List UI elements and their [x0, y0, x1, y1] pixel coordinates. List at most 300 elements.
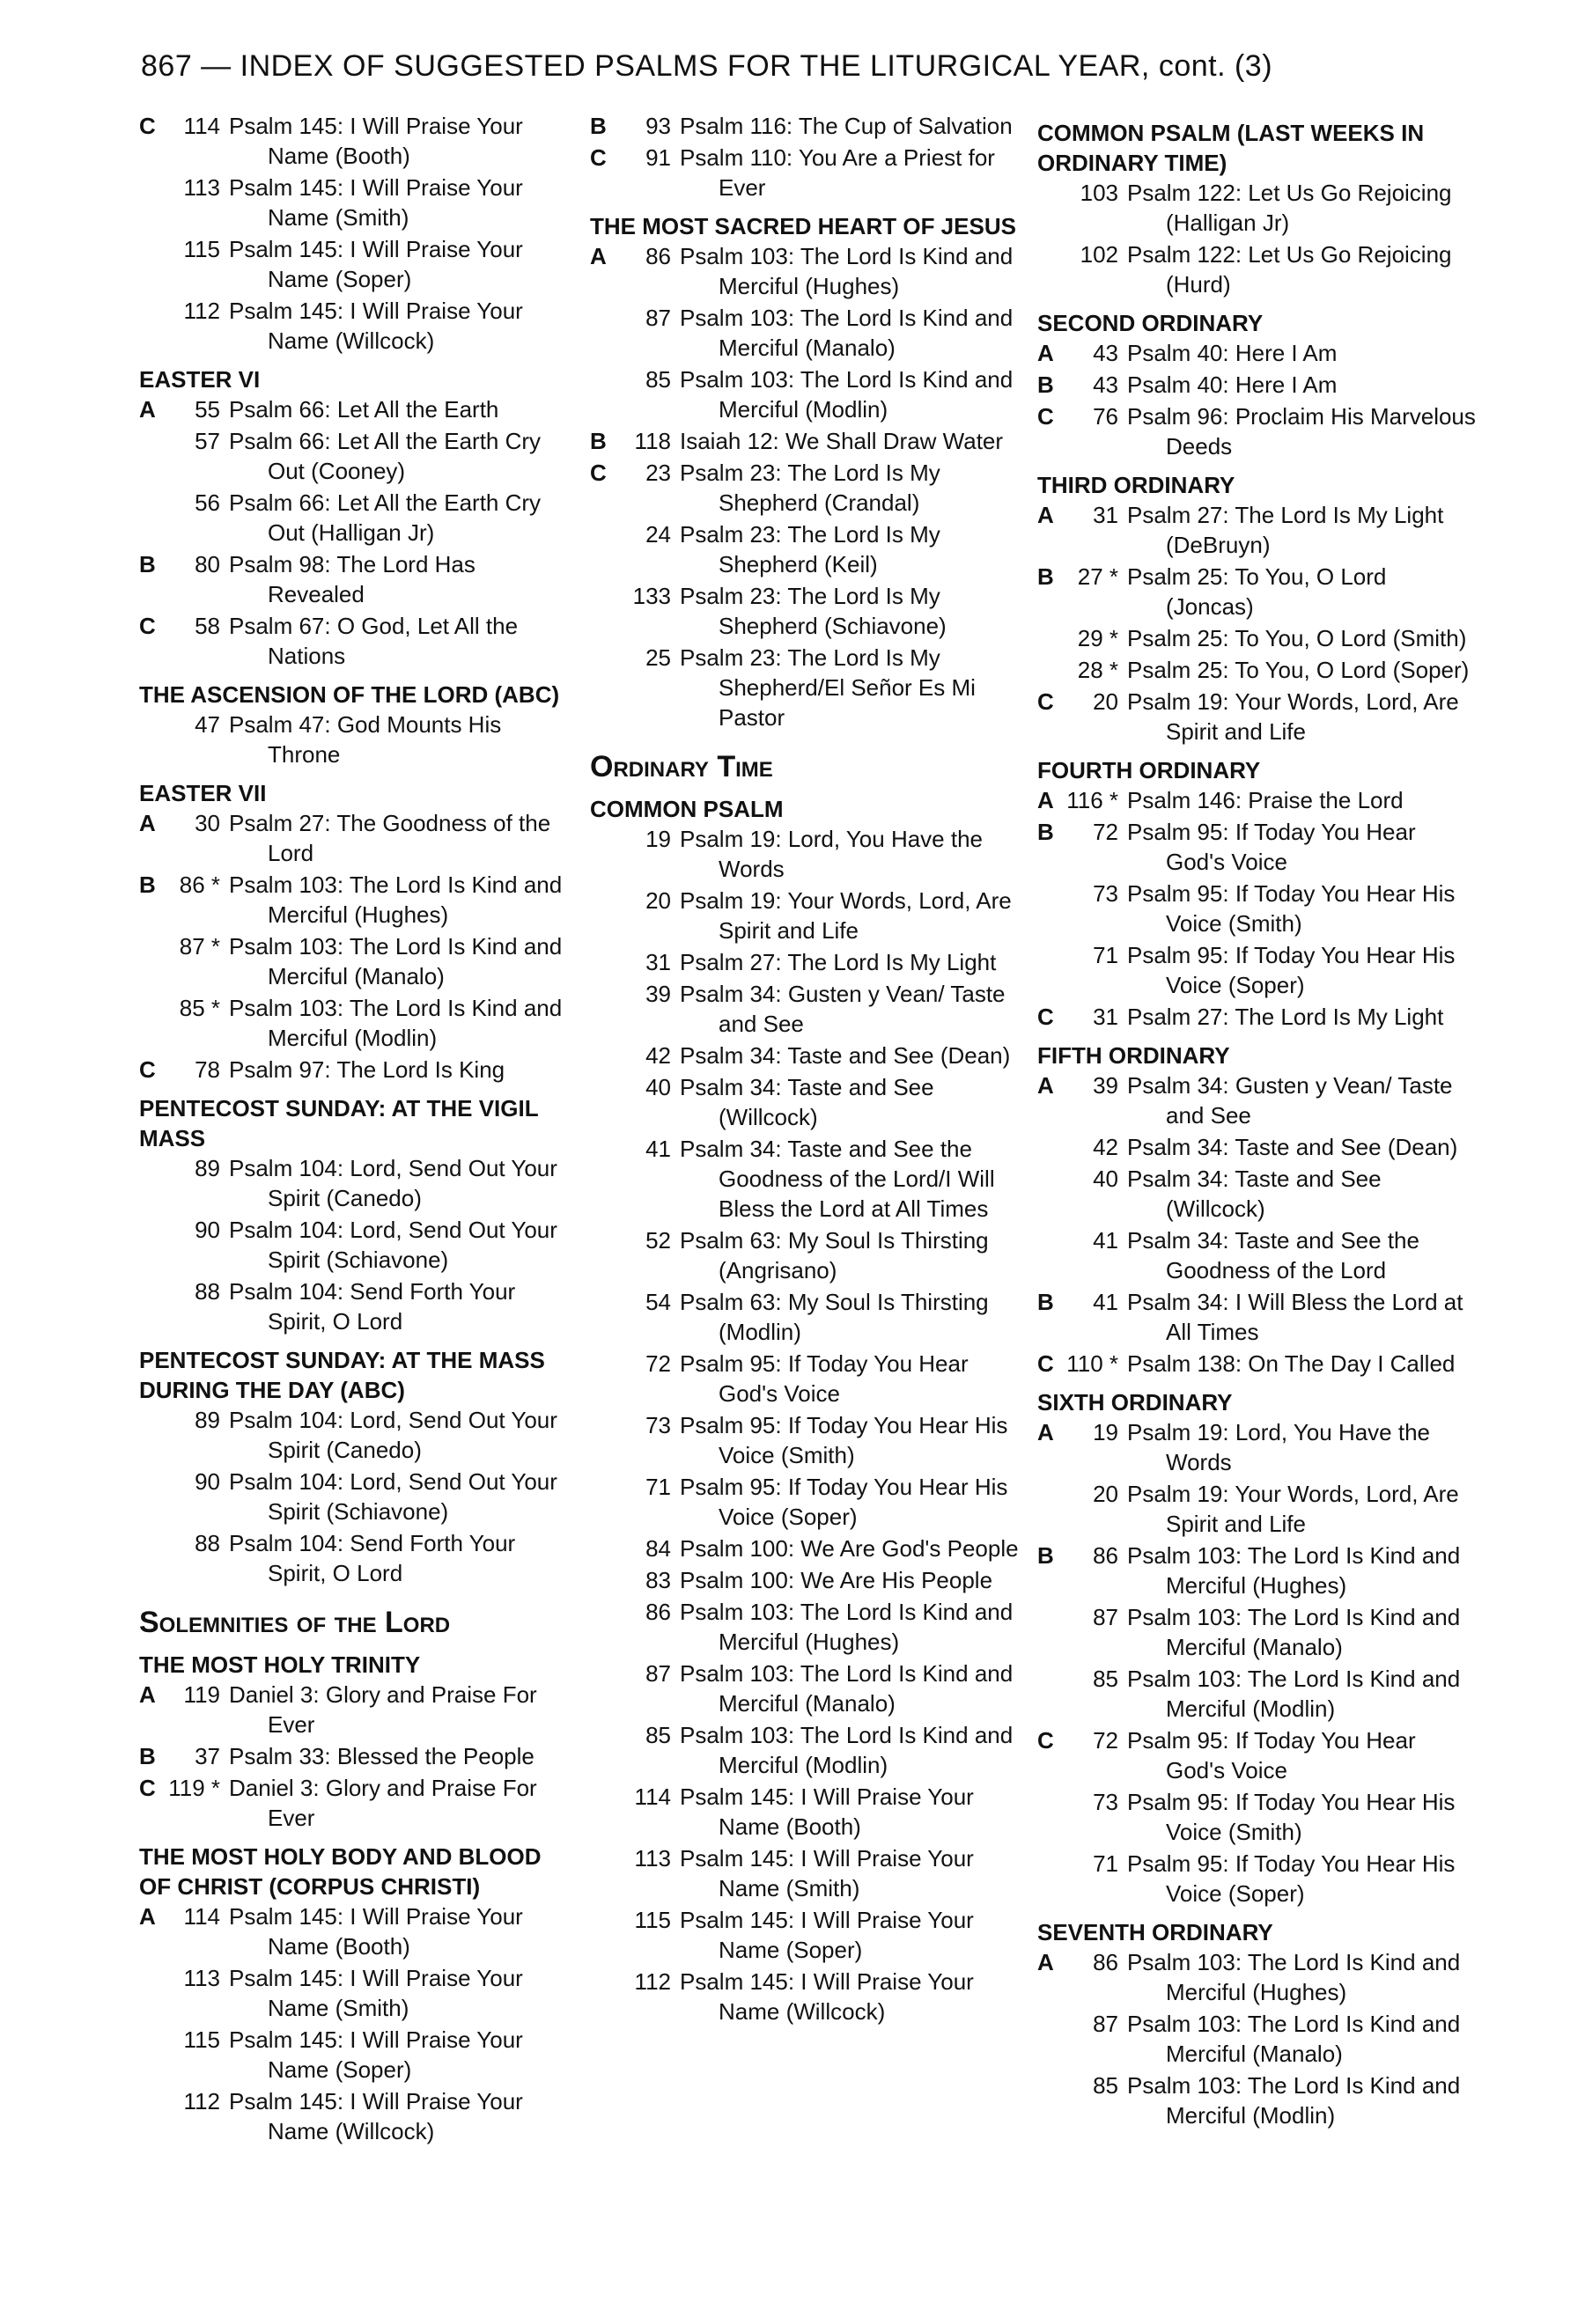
index-entry: [139, 549, 571, 611]
entry-cycle: [139, 173, 166, 232]
entry-number: 86: [645, 1599, 671, 1625]
index-entry: [1037, 178, 1478, 239]
entry-title: Isaiah 12: We Shall Draw Water: [680, 428, 1004, 454]
index-entry: [1037, 1349, 1478, 1380]
entry-cycle: [1037, 2070, 1064, 2130]
section-heading: SECOND ORDINARY: [1037, 310, 1264, 336]
entry-number: 85: [645, 1722, 671, 1748]
entry-title: Psalm 27: The Lord Is My Light: [680, 949, 997, 975]
entry-number: 76: [1093, 403, 1118, 430]
entry-title: Psalm 122: Let Us Go Rejoicing (Hurd): [1127, 241, 1452, 298]
entry-number: 113: [634, 1845, 671, 1872]
entry-number: 80: [195, 551, 220, 577]
entry-cycle: [590, 1533, 616, 1563]
entry-title: Psalm 145: I Will Praise Your Name (Booth): [229, 1903, 523, 1960]
section-heading: PENTECOST SUNDAY: AT THE MASS DURING THE DAY (ABC): [139, 1347, 545, 1403]
entry-cycle: A: [1037, 1949, 1054, 1975]
entry-cycle: [590, 1905, 616, 1965]
entry-number: 89: [195, 1155, 220, 1181]
entry-cycle: [590, 1843, 616, 1903]
entry-cycle: [590, 1287, 616, 1347]
index-entry: [139, 870, 571, 931]
index-entry: [1037, 338, 1478, 370]
entry-number: 103: [1080, 180, 1118, 206]
entry-cycle: B: [590, 113, 607, 139]
entry-number: 57: [195, 428, 220, 454]
entry-cycle: C: [1037, 688, 1054, 715]
entry-number: 31: [645, 949, 671, 975]
entry-title: Psalm 103: The Lord Is Kind and Merciful (Hughes): [1127, 1542, 1461, 1599]
entry-number: 52: [645, 1227, 671, 1254]
entry-cycle: B: [1037, 563, 1054, 590]
entry-cycle: [590, 886, 616, 945]
index-entry: [1037, 1002, 1478, 1033]
entry-title: Psalm 23: The Lord Is My Shepherd/El Señor Es Mi Pastor: [680, 644, 976, 731]
entry-cycle: [590, 947, 616, 977]
entry-title: Psalm 103: The Lord Is Kind and Merciful (Hughes): [229, 872, 563, 928]
entry-cycle: [139, 1467, 166, 1526]
entry-title: Psalm 146: Praise the Lord: [1127, 787, 1404, 813]
entry-number: 114: [634, 1783, 671, 1810]
entry-title: Psalm 23: The Lord Is My Shepherd (Crandal): [680, 460, 940, 516]
entry-number: 72: [1093, 819, 1118, 845]
entry-number: 90: [195, 1468, 220, 1495]
index-entry: [139, 234, 571, 296]
entry-number: 72: [1093, 1727, 1118, 1754]
entry-title: Psalm 34: Gusten y Vean/ Taste and See: [680, 981, 1006, 1037]
entry-number: 102: [1080, 241, 1118, 268]
entry-number: 40: [645, 1074, 671, 1100]
index-entry: [590, 886, 1021, 947]
entry-cycle: C: [139, 613, 156, 639]
entry-title: Psalm 34: Taste and See (Dean): [1127, 1134, 1458, 1160]
entry-title: Psalm 34: I Will Bless the Lord at All Times: [1127, 1289, 1463, 1345]
entry-number: 31: [1093, 1004, 1118, 1030]
entry-number: 47: [195, 711, 220, 738]
index-entry: [1037, 1287, 1478, 1349]
entry-cycle: [139, 2025, 166, 2085]
index-column-3: [1037, 111, 1478, 2132]
entry-cycle: [590, 979, 616, 1039]
entry-cycle: C: [590, 144, 607, 171]
entry-number: 114: [183, 1903, 220, 1930]
index-entry: [139, 611, 571, 673]
section-heading: THE MOST HOLY BODY AND BLOOD OF CHRIST (CORPUS CHRISTI): [139, 1843, 542, 1900]
entry-title: Psalm 103: The Lord Is Kind and Merciful (Hughes): [680, 243, 1014, 299]
entry-cycle: [590, 1041, 616, 1070]
index-entry: [1037, 1849, 1478, 1910]
entry-number: 110 *: [1066, 1350, 1118, 1377]
entry-cycle: [139, 1215, 166, 1275]
entry-title: Psalm 138: On The Day I Called: [1127, 1350, 1456, 1377]
entry-number: 41: [1093, 1227, 1118, 1254]
entry-cycle: [590, 581, 616, 641]
entry-number: 87: [1093, 2011, 1118, 2037]
entry-number: 85: [1093, 2072, 1118, 2099]
entry-number: 112: [634, 1968, 671, 1995]
index-entry: [1037, 1225, 1478, 1287]
entry-number: 85: [645, 366, 671, 393]
entry-cycle: [139, 1405, 166, 1465]
section-heading: FOURTH ORDINARY: [1037, 757, 1261, 783]
entry-title: Psalm 96: Proclaim His Marvelous Deeds: [1127, 403, 1476, 460]
index-entry: [1037, 1664, 1478, 1725]
entry-number: 112: [183, 2088, 220, 2114]
section-heading: THIRD ORDINARY: [1037, 472, 1235, 498]
entry-number: 54: [645, 1289, 671, 1315]
entry-cycle: [590, 1720, 616, 1780]
entry-title: Psalm 103: The Lord Is Kind and Merciful (Modlin): [680, 1722, 1014, 1778]
index-entry: [590, 1225, 1021, 1287]
entry-cycle: [1037, 178, 1064, 238]
index-entry: [590, 111, 1021, 143]
entry-number: 87: [645, 1660, 671, 1687]
index-entry: [1037, 1164, 1478, 1225]
entry-title: Psalm 95: If Today You Hear His Voice (Smith): [1127, 1789, 1456, 1845]
index-entry: [139, 1153, 571, 1215]
entry-title: Psalm 25: To You, O Lord (Joncas): [1127, 563, 1387, 620]
index-entry: [139, 296, 571, 357]
index-entry: [139, 173, 571, 234]
entry-number: 89: [195, 1407, 220, 1433]
index-entry: [590, 1658, 1021, 1720]
entry-number: 113: [183, 1965, 220, 1991]
entry-title: Psalm 66: Let All the Earth Cry Out (Cooney): [229, 428, 542, 484]
entry-cycle: [139, 488, 166, 548]
index-entry: [139, 1055, 571, 1086]
entry-title: Psalm 47: God Mounts His Throne: [229, 711, 502, 768]
entry-cycle: [590, 303, 616, 363]
entry-cycle: [139, 296, 166, 356]
index-entry: [1037, 1479, 1478, 1541]
index-entry: [590, 1967, 1021, 2028]
entry-title: Psalm 34: Gusten y Vean/ Taste and See: [1127, 1072, 1453, 1129]
entry-number: 113: [183, 174, 220, 201]
index-entry: [590, 143, 1021, 204]
entry-number: 41: [1093, 1289, 1118, 1315]
entry-title: Psalm 104: Lord, Send Out Your Spirit (Schiavone): [229, 1217, 557, 1273]
index-entry: [590, 1072, 1021, 1134]
entry-number: 85 *: [179, 995, 220, 1021]
entry-number: 115: [183, 2026, 220, 2053]
entry-title: Psalm 95: If Today You Hear God's Voice: [1127, 1727, 1416, 1783]
entry-title: Psalm 98: The Lord Has Revealed: [229, 551, 476, 607]
index-entry: [139, 2025, 571, 2086]
entry-cycle: C: [1037, 1004, 1054, 1030]
entry-number: 58: [195, 613, 220, 639]
entry-number: 19: [645, 826, 671, 852]
entry-title: Psalm 19: Your Words, Lord, Are Spirit and Life: [1127, 688, 1459, 745]
index-entry: [1037, 562, 1478, 623]
entry-title: Psalm 19: Lord, You Have the Words: [680, 826, 984, 882]
entry-cycle: [1037, 623, 1064, 653]
entry-number: 55: [195, 396, 220, 423]
entry-number: 39: [1093, 1072, 1118, 1099]
entry-number: 25: [645, 644, 671, 671]
entry-cycle: A: [139, 1903, 156, 1930]
entry-title: Psalm 66: Let All the Earth: [229, 396, 499, 423]
entry-cycle: C: [139, 113, 156, 139]
entry-title: Psalm 116: The Cup of Salvation: [680, 113, 1013, 139]
entry-title: Psalm 145: I Will Praise Your Name (Soper): [229, 2026, 523, 2083]
index-entry: [139, 1901, 571, 1963]
entry-cycle: A: [139, 810, 156, 836]
index-entry: [590, 581, 1021, 643]
entry-number: 88: [195, 1530, 220, 1556]
entry-number: 133: [632, 583, 671, 609]
entry-title: Psalm 23: The Lord Is My Shepherd (Keil): [680, 521, 940, 577]
index-entry: [1037, 817, 1478, 879]
entry-title: Psalm 145: I Will Praise Your Name (Smith): [229, 174, 523, 231]
entry-cycle: B: [590, 428, 607, 454]
entry-cycle: [139, 931, 166, 991]
index-entry: [590, 1905, 1021, 1967]
entry-number: 71: [1093, 1850, 1118, 1877]
entry-cycle: A: [139, 1681, 156, 1708]
entry-cycle: [139, 1528, 166, 1588]
index-entry: [139, 1528, 571, 1590]
index-entry: [590, 458, 1021, 519]
entry-cycle: B: [139, 872, 156, 898]
entry-number: 115: [634, 1907, 671, 1933]
entry-number: 43: [1093, 371, 1118, 398]
entry-number: 114: [183, 113, 220, 139]
entry-cycle: A: [590, 243, 607, 269]
entry-cycle: [590, 1134, 616, 1224]
index-entry: [1037, 1947, 1478, 2009]
entry-title: Psalm 104: Send Forth Your Spirit, O Lord: [229, 1530, 516, 1586]
index-entry: [139, 710, 571, 771]
index-entry: [590, 364, 1021, 426]
entry-title: Psalm 145: I Will Praise Your Name (Soper): [680, 1907, 974, 1963]
section-heading: COMMON PSALM (LAST WEEKS IN ORDINARY TIME): [1037, 120, 1425, 176]
entry-title: Psalm 104: Lord, Send Out Your Spirit (Schiavone): [229, 1468, 557, 1525]
entry-number: 42: [645, 1042, 671, 1069]
entry-number: 72: [645, 1350, 671, 1377]
entry-title: Psalm 34: Taste and See (Dean): [680, 1042, 1011, 1069]
entry-title: Psalm 100: We Are His People: [680, 1567, 993, 1593]
entry-cycle: [139, 1276, 166, 1336]
entry-cycle: [1037, 2009, 1064, 2069]
entry-number: 39: [645, 981, 671, 1007]
entry-title: Psalm 19: Lord, You Have the Words: [1127, 1419, 1431, 1475]
index-entry: [590, 1533, 1021, 1565]
entry-number: 78: [195, 1056, 220, 1083]
entry-number: 86: [1093, 1542, 1118, 1569]
index-entry: [1037, 655, 1478, 687]
entry-number: 87 *: [179, 933, 220, 960]
entry-number: 88: [195, 1278, 220, 1305]
index-entry: [1037, 370, 1478, 401]
entry-number: 119: [183, 1681, 220, 1708]
entry-cycle: [139, 2086, 166, 2146]
entry-cycle: [1037, 655, 1064, 685]
section-heading: SIXTH ORDINARY: [1037, 1389, 1233, 1416]
entry-title: Psalm 103: The Lord Is Kind and Merciful (Hughes): [680, 1599, 1014, 1655]
entry-cycle: [1037, 1849, 1064, 1908]
entry-cycle: B: [139, 1743, 156, 1769]
entry-number: 86: [645, 243, 671, 269]
entry-title: Psalm 103: The Lord Is Kind and Merciful (Modlin): [1127, 1666, 1461, 1722]
entry-title: Psalm 145: I Will Praise Your Name (Booth): [229, 113, 523, 169]
entry-cycle: [139, 1963, 166, 2023]
index-entry: [139, 488, 571, 549]
entry-cycle: B: [1037, 1542, 1054, 1569]
entry-cycle: [590, 643, 616, 732]
index-entry: [1037, 623, 1478, 655]
entry-title: Psalm 66: Let All the Earth Cry Out (Halligan Jr): [229, 489, 542, 546]
index-entry: [590, 1349, 1021, 1410]
entry-title: Psalm 145: I Will Praise Your Name (Smith): [680, 1845, 974, 1901]
index-entry: [590, 1565, 1021, 1597]
index-entry: [590, 519, 1021, 581]
entry-cycle: [590, 1410, 616, 1470]
entry-number: 87: [645, 305, 671, 331]
entry-title: Psalm 103: The Lord Is Kind and Merciful (Hughes): [1127, 1949, 1461, 2005]
entry-number: 91: [645, 144, 671, 171]
entry-cycle: [590, 1782, 616, 1842]
entry-title: Psalm 145: I Will Praise Your Name (Willcock): [680, 1968, 974, 2025]
entry-number: 73: [1093, 880, 1118, 907]
entry-number: 71: [645, 1474, 671, 1500]
entry-cycle: [590, 1349, 616, 1408]
index-entry: [1037, 879, 1478, 940]
entry-cycle: [1037, 1225, 1064, 1285]
entry-number: 84: [645, 1535, 671, 1562]
entry-cycle: [590, 1472, 616, 1532]
entry-number: 85: [1093, 1666, 1118, 1692]
entry-cycle: [590, 1072, 616, 1132]
section-heading: THE MOST HOLY TRINITY: [139, 1651, 421, 1678]
entry-number: 43: [1093, 340, 1118, 366]
index-column-2: [590, 111, 1021, 2028]
entry-title: Psalm 145: I Will Praise Your Name (Booth): [680, 1783, 974, 1840]
section-heading: COMMON PSALM: [590, 796, 784, 822]
entry-title: Psalm 110: You Are a Priest for Ever: [680, 144, 995, 201]
entry-title: Psalm 103: The Lord Is Kind and Merciful (Manalo): [229, 933, 563, 989]
entry-title: Psalm 95: If Today You Hear His Voice (Soper): [680, 1474, 1008, 1530]
entry-number: 20: [645, 887, 671, 914]
entry-number: 42: [1093, 1134, 1118, 1160]
entry-number: 73: [1093, 1789, 1118, 1815]
index-entry: [1037, 1132, 1478, 1164]
index-entry: [1037, 2070, 1478, 2132]
entry-title: Psalm 95: If Today You Hear God's Voice: [680, 1350, 969, 1407]
entry-number: 73: [645, 1412, 671, 1438]
entry-number: 116 *: [1066, 787, 1118, 813]
entry-cycle: C: [590, 460, 607, 486]
index-entry: [590, 1597, 1021, 1658]
index-entry: [1037, 785, 1478, 817]
index-entry: [139, 394, 571, 426]
entry-cycle: A: [1037, 787, 1054, 813]
index-entry: [1037, 1725, 1478, 1787]
index-entry: [139, 426, 571, 488]
entry-cycle: C: [139, 1056, 156, 1083]
index-entry: [1037, 940, 1478, 1002]
index-entry: [139, 931, 571, 993]
entry-number: 29 *: [1077, 625, 1118, 651]
entry-cycle: [590, 1658, 616, 1718]
index-entry: [139, 1680, 571, 1741]
entry-number: 24: [645, 521, 671, 548]
major-section-heading: Ordinary Time: [590, 750, 773, 783]
entry-title: Psalm 27: The Lord Is My Light (DeBruyn): [1127, 502, 1444, 558]
entry-number: 118: [634, 428, 671, 454]
index-entry: [1037, 239, 1478, 301]
entry-number: 20: [1093, 688, 1118, 715]
entry-title: Psalm 34: Taste and See (Willcock): [1127, 1166, 1382, 1222]
index-entry: [1037, 1070, 1478, 1132]
entry-cycle: [1037, 1479, 1064, 1539]
entry-title: Psalm 104: Lord, Send Out Your Spirit (Canedo): [229, 1155, 557, 1211]
entry-number: 87: [1093, 1604, 1118, 1630]
entry-cycle: [1037, 1602, 1064, 1662]
entry-title: Psalm 63: My Soul Is Thirsting (Angrisano): [680, 1227, 989, 1283]
index-entry: [590, 1782, 1021, 1843]
entry-number: 93: [645, 113, 671, 139]
section-heading: FIFTH ORDINARY: [1037, 1042, 1230, 1069]
entry-title: Psalm 103: The Lord Is Kind and Merciful (Manalo): [1127, 2011, 1461, 2067]
entry-cycle: [1037, 879, 1064, 938]
index-entry: [139, 2086, 571, 2148]
index-entry: [139, 1963, 571, 2025]
entry-cycle: [139, 426, 166, 486]
index-entry: [590, 947, 1021, 979]
entry-title: Psalm 100: We Are God's People: [680, 1535, 1019, 1562]
entry-cycle: A: [1037, 502, 1054, 528]
entry-cycle: A: [1037, 340, 1054, 366]
entry-number: 86: [1093, 1949, 1118, 1975]
entry-title: Psalm 33: Blessed the People: [229, 1743, 534, 1769]
entry-title: Psalm 40: Here I Am: [1127, 340, 1338, 366]
entry-number: 83: [645, 1567, 671, 1593]
entry-cycle: [1037, 1164, 1064, 1224]
entry-title: Psalm 34: Taste and See the Goodness of the Lord: [1127, 1227, 1419, 1283]
entry-title: Psalm 63: My Soul Is Thirsting (Modlin): [680, 1289, 989, 1345]
section-heading: PENTECOST SUNDAY: AT THE VIGIL MASS: [139, 1095, 539, 1151]
index-entry: [590, 1720, 1021, 1782]
major-section-heading: Solemnities of the Lord: [139, 1606, 451, 1639]
entry-cycle: A: [1037, 1419, 1054, 1445]
index-column-1: [139, 111, 571, 2148]
entry-number: 115: [183, 236, 220, 262]
entry-title: Psalm 19: Your Words, Lord, Are Spirit and Life: [680, 887, 1012, 944]
index-entry: [590, 1134, 1021, 1225]
index-entry: [590, 426, 1021, 458]
entry-title: Psalm 103: The Lord Is Kind and Merciful (Manalo): [1127, 1604, 1461, 1660]
entry-cycle: [590, 1225, 616, 1285]
entry-number: 23: [645, 460, 671, 486]
entry-number: 19: [1093, 1419, 1118, 1445]
entry-cycle: [590, 364, 616, 424]
index-entry: [1037, 401, 1478, 463]
index-entry: [590, 1287, 1021, 1349]
index-entry: [139, 1215, 571, 1276]
index-entry: [1037, 1541, 1478, 1602]
index-entry: [1037, 2009, 1478, 2070]
entry-number: 119 *: [168, 1775, 220, 1801]
entry-title: Psalm 27: The Lord Is My Light: [1127, 1004, 1444, 1030]
index-entry: [1037, 1602, 1478, 1664]
entry-title: Psalm 67: O God, Let All the Nations: [229, 613, 519, 669]
entry-title: Psalm 19: Your Words, Lord, Are Spirit and Life: [1127, 1481, 1459, 1537]
entry-cycle: A: [139, 396, 156, 423]
entry-cycle: [590, 824, 616, 884]
entry-title: Psalm 95: If Today You Hear God's Voice: [1127, 819, 1416, 875]
entry-cycle: [590, 1565, 616, 1595]
entry-cycle: B: [1037, 371, 1054, 398]
